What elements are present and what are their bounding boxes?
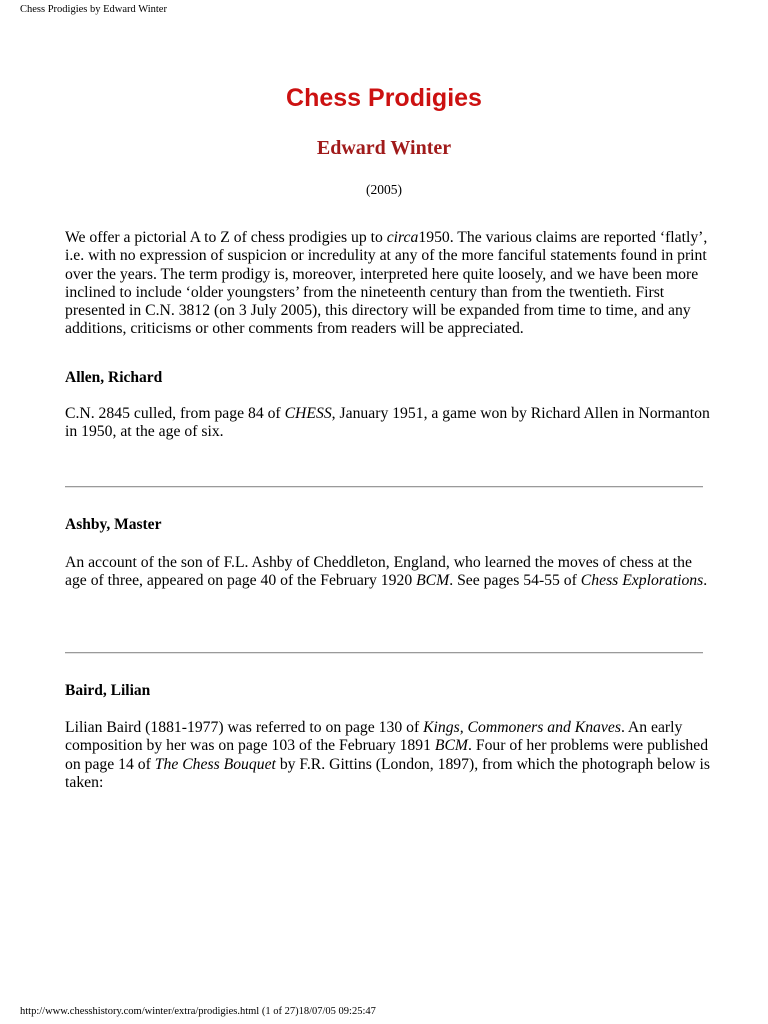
print-footer-url: http://www.chesshistory.com/winter/extra/prodigies.html (1 of 27)18/07/05 09:25:47 <box>20 1006 376 1017</box>
entry-heading-baird: Baird, Lilian <box>65 682 151 699</box>
entry-text-segment: by F.R. Gittins (London, 1897), from which the photograph below is taken: <box>65 755 710 791</box>
entry-text-italic: Chess Explorations <box>580 572 704 590</box>
entry-text-segment: . Four of her problems were published on page 14 of <box>65 737 709 773</box>
entry-text-italic: BCM <box>416 572 450 590</box>
entry-text-ashby <box>65 554 710 591</box>
entry-text-italic: BCM <box>434 737 469 755</box>
entry-text-segment: An account of the son of F.L. Ashby of Cheddleton, England, who learned the moves of chess at the age of three, appeared on page 40 of the February 1920 <box>65 554 692 590</box>
entry-heading-ashby: Ashby, Master <box>65 516 162 533</box>
section-divider <box>65 652 703 654</box>
intro-emphasis-circa: circa <box>386 229 419 246</box>
section-divider <box>65 486 703 488</box>
author-name: Edward Winter <box>316 137 452 159</box>
page-title: Chess Prodigies <box>286 84 482 112</box>
publication-year: (2005) <box>366 182 402 197</box>
intro-paragraph <box>65 229 710 339</box>
entry-heading-allen: Allen, Richard <box>65 369 163 386</box>
print-header: Chess Prodigies by Edward Winter <box>20 4 167 15</box>
entry-text-segment: . An early composition by her was on page 103 of the February 1891 <box>65 719 683 755</box>
entry-text-segment: , January 1951, a game won by Richard Allen in Normanton in 1950, at the age of six. <box>65 405 710 441</box>
entry-text-italic: The Chess Bouquet <box>154 755 276 773</box>
entry-text-segment: Lilian Baird (1881-1977) was referred to on page 130 of <box>65 719 424 736</box>
entry-text-segment: . See pages 54-55 of <box>449 572 581 590</box>
intro-text-2: 1950. The various claims are reported ‘flatly’, i.e. with no expression of suspicion or incredulity at any of the more fanciful statements found in print over the years. The term prodigy is, moreover, interpreted here quite loosely, and we have been more inclined to include ‘older youngsters’ from the nineteenth century than from the twentieth. First presented in C.N. 3812 (on 3 July 2005), this directory will be expanded from time to time, and any additions, criticisms or other comments from readers will be appreciated. <box>65 229 708 338</box>
entry-text-segment: . <box>703 572 708 590</box>
entry-text-allen <box>65 405 710 442</box>
entry-text-italic: CHESS <box>284 405 332 422</box>
entry-text-baird <box>65 719 710 792</box>
entry-text-segment: C.N. 2845 culled, from page 84 of <box>65 405 285 422</box>
intro-text-1: We offer a pictorial A to Z of chess prodigies up to <box>65 229 387 246</box>
entry-text-italic: Kings, Commoners and Knaves <box>423 719 621 736</box>
